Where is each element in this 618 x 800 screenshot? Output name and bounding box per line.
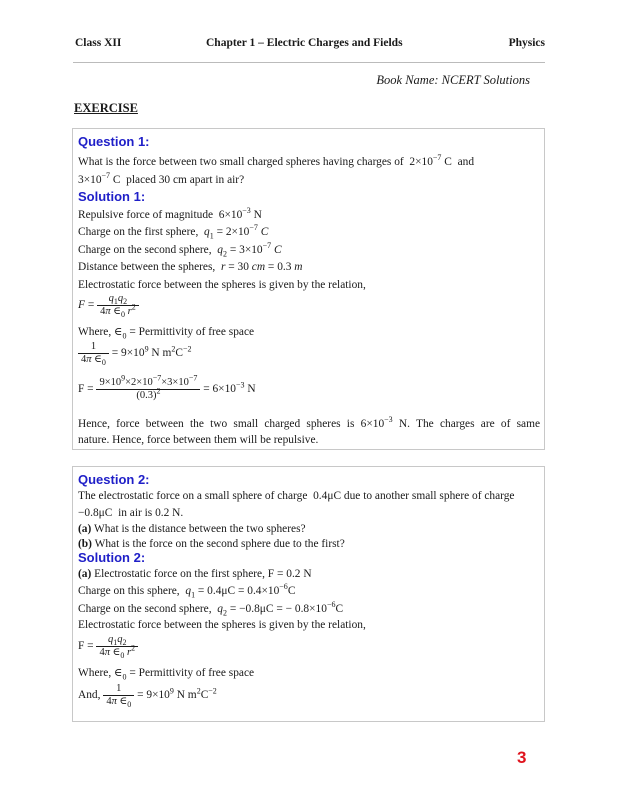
class-label: Class XII [75,37,122,49]
solution-2-heading: Solution 2: [78,550,146,565]
solution-1-constant: $\frac{1}{4\pi \in_0}$ = $9\times 10^9$ N $m^2C^{-2}$ [78,341,191,366]
solution-2-permittivity: Where, $\in_0$ = Permittivity of free space [78,667,255,682]
solution-1-conclusion-line-2: nature. Hence, force between them will be repulsive. [78,434,319,446]
question-1-text-line-2: $3\times 10^{-7}$ C placed 30 cm apart in air? [78,171,245,186]
solution-1-conclusion-line-1: Hence, force between the two small charged spheres is $6\times 10^{-3}$ N. The charges are of same [78,415,541,430]
question-1-heading: Question 1: [78,134,150,149]
chapter-title: Chapter 1 – Electric Charges and Fields [206,37,403,49]
question-2-text-line-2: −0.8μC in air is 0.2 N. [78,507,184,519]
question-1-box [72,128,545,450]
question-2-box [72,466,545,722]
solution-1-relation: Electrostatic force between the spheres is given by the relation, [78,279,366,291]
question-1-text-line-1: What is the force between two small charged spheres having charges of $2\times 10^{-7}$ C and [78,153,475,168]
solution-1-answer: Repulsive force of magnitude $6\times 10^{-3}$ N [78,206,262,221]
book-name: Book Name: NCERT Solutions [376,73,530,87]
question-2-part-b: (b) What is the force on the second sphere due to the first? [78,538,345,550]
solution-1-charge-2: Charge on the second sphere, $q_2 = 3\times 10^{-7}$ C [78,241,282,259]
solution-2-force-formula: F = $\frac{q_1q_2}{4\pi \in_0 r^2}$ [78,634,138,659]
solution-2-charge-2: Charge on the second sphere, $q_2 = -0.8\mu C$ = − $0.8\times 10^{-6}C$ [78,600,344,618]
solution-1-calculation: F = $\frac{9\times 10^9\times 2\times 10^{-7}\times 3\times 10^{-7}}{(0.3)^2}$ = $6\times 10^{-3}$ N [78,373,256,401]
solution-1-distance: Distance between the spheres, r = 30 cm = 0.3 m [78,261,303,273]
solution-1-heading: Solution 1: [78,189,146,204]
page-number: 3 [517,748,527,767]
question-2-text-line-1: The electrostatic force on a small sphere of charge 0.4μC due to another small sphere of charge [78,490,515,502]
solution-2-constant: And, $\frac{1}{4\pi \in_0}$ = $9\times 10^9$ N $m^2C^{-2}$ [78,683,217,710]
solution-2-relation: Electrostatic force between the spheres is given by the relation, [78,619,366,631]
solution-2-charge-1: Charge on this sphere, $q_1 = 0.4\mu C = 0.4\times 10^{-6}C$ [78,582,296,600]
exercise-heading: EXERCISE [74,101,138,115]
solution-1-force-formula: F = $\frac{q_1q_2}{4\pi \in_0 r^2}$ [78,293,139,318]
question-2-part-a: (a) What is the distance between the two spheres? [78,523,306,535]
header-divider [73,62,545,63]
question-2-heading: Question 2: [78,472,150,487]
subject-label: Physics [508,37,545,49]
solution-2-part-a: (a) Electrostatic force on the first sphere, F = 0.2 N [78,568,312,580]
solution-1-permittivity: Where, $\in_0$ = Permittivity of free space [78,326,255,341]
solution-1-charge-1: Charge on the first sphere, $q_1 = 2\times 10^{-7}$ C [78,223,269,241]
